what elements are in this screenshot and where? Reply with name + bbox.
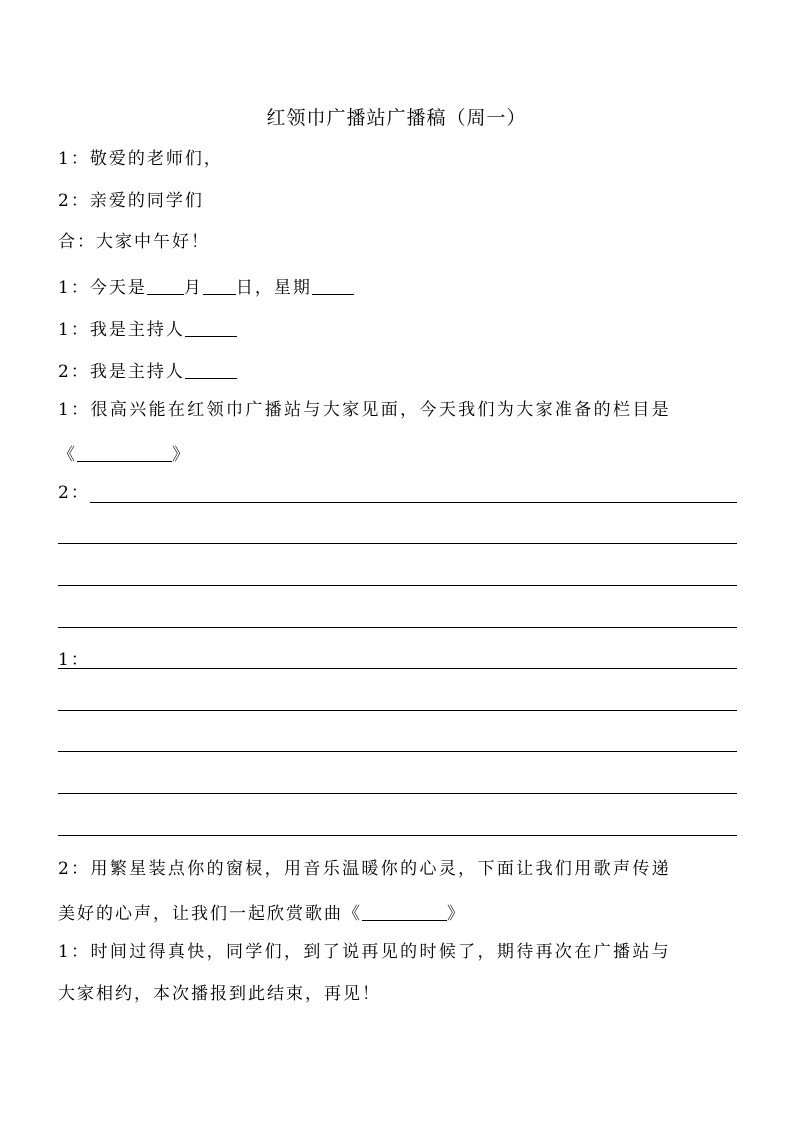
script-line-date [58, 272, 354, 300]
writing-rule[interactable] [58, 543, 737, 544]
writing-rule[interactable] [58, 835, 737, 836]
writing-rule[interactable] [58, 627, 737, 628]
writing-rule[interactable] [90, 502, 737, 503]
script-line-greeting-students: 2：亲爱的同学们 [58, 191, 204, 211]
song-intro-continued: 美好的心声，让我们一起欣赏歌曲《 [58, 904, 362, 924]
month-label: 月 [183, 278, 203, 298]
program-intro-text: 1：很高兴能在红领巾广播站与大家见面，今天我们为大家准备的栏目是 [58, 400, 672, 420]
program-close-bracket: 》 [172, 445, 191, 465]
script-line-song-intro [58, 857, 737, 881]
weekday-blank[interactable] [312, 274, 354, 295]
writing-rule[interactable] [58, 668, 737, 669]
script-line-program-intro [58, 398, 737, 422]
song-close-bracket: 》 [447, 904, 466, 924]
writing-rule[interactable] [58, 710, 737, 711]
writing-rule[interactable] [58, 751, 737, 752]
host-1-name-blank[interactable] [185, 316, 237, 337]
month-blank[interactable] [147, 274, 184, 295]
closing-text: 1：时间过得真快，同学们，到了说再见的时候了，期待再次在广播站与 [58, 942, 672, 962]
weekday-label: 日，星期 [235, 278, 312, 298]
script-line-farewell: 大家相约，本次播报到此结束，再见！ [58, 984, 381, 1004]
script-line-speaker-2-label: 2： [58, 483, 90, 503]
script-line-host-1 [58, 314, 237, 342]
script-line-program-name [58, 439, 191, 467]
script-line-speaker-1-label: 1： [58, 650, 90, 670]
host-1-label: 1：我是主持人 [58, 320, 185, 340]
script-line-greeting-teachers: 1：敬爱的老师们， [58, 149, 223, 169]
program-open-bracket: 《 [58, 445, 77, 465]
script-line-host-2 [58, 356, 237, 384]
page-title: 红领巾广播站广播稿（周一） [266, 107, 527, 129]
song-intro-text: 2：用繁星装点你的窗棂，用音乐温暖你的心灵，下面让我们用歌声传递 [58, 859, 672, 879]
script-line-song-name [58, 898, 466, 926]
song-name-blank[interactable] [362, 900, 447, 921]
host-2-name-blank[interactable] [185, 358, 237, 379]
script-line-together-greeting: 合：大家中午好！ [58, 232, 210, 252]
writing-rule[interactable] [58, 585, 737, 586]
program-name-blank[interactable] [77, 441, 172, 462]
script-line-closing [58, 940, 737, 964]
date-prefix: 1：今天是 [58, 278, 147, 298]
day-blank[interactable] [203, 274, 236, 295]
writing-rule[interactable] [58, 793, 737, 794]
host-2-label: 2：我是主持人 [58, 362, 185, 382]
